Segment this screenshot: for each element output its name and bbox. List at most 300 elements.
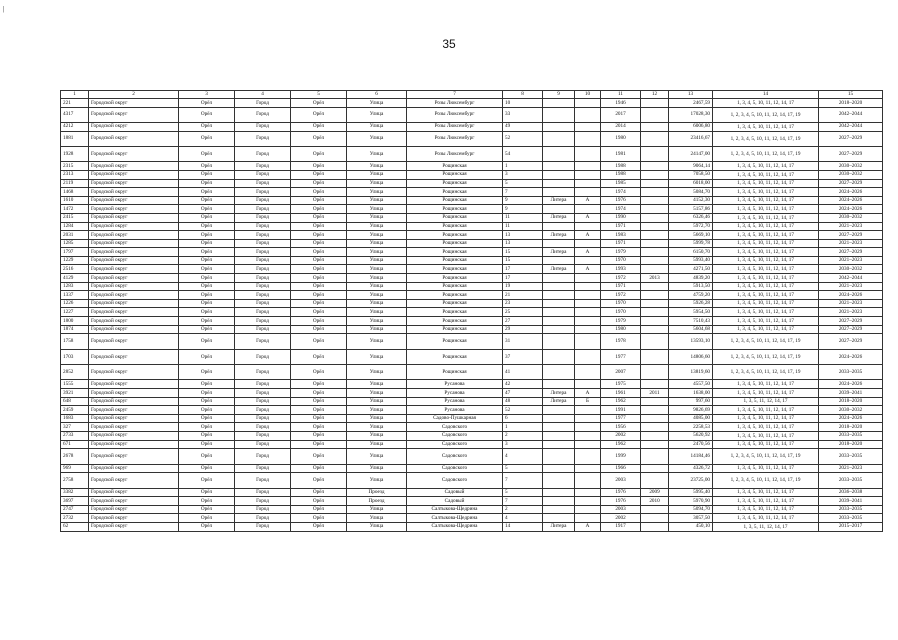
cell-settlement: Орёл bbox=[291, 389, 347, 398]
column-header: 3 bbox=[179, 91, 235, 99]
cell-record-id: 3382 bbox=[61, 488, 89, 497]
cell-settlement-type: Город bbox=[235, 265, 291, 274]
cell-settlement-type: Город bbox=[235, 334, 291, 349]
cell-repair-period: 2021–2023 bbox=[819, 282, 883, 291]
cell-year-reconstructed bbox=[641, 325, 669, 334]
cell-municipality-type: Городской округ bbox=[89, 291, 179, 300]
column-header: 12 bbox=[641, 91, 669, 99]
cell-settlement: Орёл bbox=[291, 380, 347, 389]
cell-year-built: 1990 bbox=[601, 213, 641, 222]
cell-work-types: 1, 2, 3, 4, 5, 10, 11, 12, 14, 17, 19 bbox=[713, 449, 819, 464]
cell-street-type: Улица bbox=[347, 365, 407, 380]
cell-house-number: 3 bbox=[503, 440, 543, 449]
cell-street-type: Улица bbox=[347, 131, 407, 146]
cell-work-types: 1, 2, 3, 4, 5, 10, 11, 12, 14, 17, 19 bbox=[713, 365, 819, 380]
cell-house-number: 52 bbox=[503, 406, 543, 415]
cell-house-letter bbox=[575, 170, 601, 179]
cell-work-types: 1, 3, 4, 5, 10, 11, 12, 14, 17 bbox=[713, 162, 819, 171]
cell-record-id: 1226 bbox=[61, 299, 89, 308]
cell-street-type: Улица bbox=[347, 213, 407, 222]
cell-house-letter: Б bbox=[575, 397, 601, 406]
cell-house-letter-label bbox=[543, 317, 575, 326]
table-row bbox=[61, 146, 883, 161]
cell-year-reconstructed bbox=[641, 188, 669, 197]
cell-street-name: Садовый bbox=[407, 488, 503, 497]
cell-settlement: Орёл bbox=[291, 505, 347, 514]
cell-year-reconstructed bbox=[641, 423, 669, 432]
cell-municipality-type: Городской округ bbox=[89, 299, 179, 308]
cell-house-letter-label bbox=[543, 170, 575, 179]
cell-repair-period: 2021–2023 bbox=[819, 239, 883, 248]
cell-street-name: Садово-Пушкарная bbox=[407, 414, 503, 423]
cell-area: 5604,68 bbox=[669, 325, 713, 334]
cell-street-name: Рощинская bbox=[407, 248, 503, 257]
cell-house-number: 1 bbox=[503, 162, 543, 171]
cell-record-id: 1285 bbox=[61, 239, 89, 248]
cell-municipality-type: Городской округ bbox=[89, 308, 179, 317]
cell-area: 5620,92 bbox=[669, 431, 713, 440]
cell-house-number: 1 bbox=[503, 423, 543, 432]
cell-settlement-type: Город bbox=[235, 205, 291, 214]
cell-record-id: 4212 bbox=[61, 122, 89, 131]
cell-house-letter-label bbox=[543, 431, 575, 440]
cell-municipality: Орёл bbox=[179, 414, 235, 423]
cell-year-built: 1988 bbox=[601, 162, 641, 171]
cell-municipality: Орёл bbox=[179, 431, 235, 440]
cell-house-letter-label bbox=[543, 423, 575, 432]
cell-municipality-type: Городской округ bbox=[89, 274, 179, 283]
cell-municipality: Орёл bbox=[179, 514, 235, 523]
cell-record-id: 671 bbox=[61, 440, 89, 449]
table-row bbox=[61, 170, 883, 179]
cell-house-number: 7 bbox=[503, 473, 543, 488]
cell-house-letter-label bbox=[543, 365, 575, 380]
cell-settlement: Орёл bbox=[291, 122, 347, 131]
cell-year-reconstructed bbox=[641, 414, 669, 423]
cell-municipality: Орёл bbox=[179, 188, 235, 197]
cell-year-reconstructed bbox=[641, 291, 669, 300]
cell-street-type: Улица bbox=[347, 325, 407, 334]
cell-area: 24147,00 bbox=[669, 146, 713, 161]
cell-house-letter-label bbox=[543, 497, 575, 506]
cell-municipality-type: Городской округ bbox=[89, 464, 179, 473]
column-header: 4 bbox=[235, 91, 291, 99]
cell-municipality: Орёл bbox=[179, 256, 235, 265]
cell-settlement-type: Город bbox=[235, 431, 291, 440]
cell-year-built: 2014 bbox=[601, 122, 641, 131]
cell-year-reconstructed bbox=[641, 265, 669, 274]
cell-year-built: 2003 bbox=[601, 505, 641, 514]
cell-municipality-type: Городской округ bbox=[89, 488, 179, 497]
cell-record-id: 1797 bbox=[61, 248, 89, 257]
cell-settlement-type: Город bbox=[235, 514, 291, 523]
table-row bbox=[61, 449, 883, 464]
cell-street-type: Улица bbox=[347, 397, 407, 406]
cell-municipality: Орёл bbox=[179, 248, 235, 257]
cell-work-types: 1, 2, 3, 4, 5, 10, 11, 12, 14, 17, 19 bbox=[713, 349, 819, 364]
cell-year-reconstructed bbox=[641, 248, 669, 257]
cell-municipality: Орёл bbox=[179, 265, 235, 274]
table-row bbox=[61, 256, 883, 265]
cell-repair-period: 2024–2026 bbox=[819, 349, 883, 364]
cell-year-reconstructed bbox=[641, 107, 669, 122]
cell-street-name: Рощинская bbox=[407, 188, 503, 197]
cell-settlement-type: Город bbox=[235, 122, 291, 131]
cell-settlement: Орёл bbox=[291, 365, 347, 380]
cell-record-id: 1610 bbox=[61, 196, 89, 205]
cell-year-reconstructed bbox=[641, 334, 669, 349]
cell-settlement: Орёл bbox=[291, 406, 347, 415]
cell-settlement-type: Город bbox=[235, 146, 291, 161]
cell-municipality-type: Городской округ bbox=[89, 514, 179, 523]
cell-municipality-type: Городской округ bbox=[89, 196, 179, 205]
cell-municipality: Орёл bbox=[179, 205, 235, 214]
cell-house-number: 27 bbox=[503, 317, 543, 326]
column-header: 1 bbox=[61, 91, 89, 99]
cell-record-id: 221 bbox=[61, 99, 89, 108]
cell-house-letter bbox=[575, 188, 601, 197]
cell-settlement-type: Город bbox=[235, 162, 291, 171]
cell-area: 6018,00 bbox=[669, 179, 713, 188]
cell-street-type: Улица bbox=[347, 274, 407, 283]
cell-house-letter bbox=[575, 423, 601, 432]
cell-street-name: Рощинская bbox=[407, 179, 503, 188]
cell-repair-period: 2024–2026 bbox=[819, 380, 883, 389]
cell-settlement-type: Город bbox=[235, 473, 291, 488]
cell-house-letter bbox=[575, 464, 601, 473]
cell-work-types: 1, 3, 4, 5, 10, 11, 12, 14, 17 bbox=[713, 389, 819, 398]
cell-area: 4557,50 bbox=[669, 380, 713, 389]
cell-year-reconstructed bbox=[641, 99, 669, 108]
cell-settlement: Орёл bbox=[291, 239, 347, 248]
cell-house-number: 21 bbox=[503, 291, 543, 300]
cell-house-number: 17 bbox=[503, 274, 543, 283]
cell-house-letter: А bbox=[575, 389, 601, 398]
table-row bbox=[61, 162, 883, 171]
cell-work-types: 1, 3, 4, 5, 10, 11, 12, 14, 17 bbox=[713, 188, 819, 197]
cell-repair-period: 2042–2044 bbox=[819, 122, 883, 131]
cell-house-number: 29 bbox=[503, 325, 543, 334]
cell-municipality: Орёл bbox=[179, 170, 235, 179]
table-row bbox=[61, 239, 883, 248]
cell-year-reconstructed: 2010 bbox=[641, 497, 669, 506]
cell-house-letter-label bbox=[543, 473, 575, 488]
cell-house-letter-label bbox=[543, 414, 575, 423]
cell-area: 4839,20 bbox=[669, 274, 713, 283]
cell-house-letter-label bbox=[543, 488, 575, 497]
cell-house-letter-label bbox=[543, 122, 575, 131]
cell-record-id: 2031 bbox=[61, 231, 89, 240]
cell-year-built: 1993 bbox=[601, 265, 641, 274]
page-number: 35 bbox=[442, 37, 456, 51]
cell-record-id: 2315 bbox=[61, 162, 89, 171]
cell-settlement: Орёл bbox=[291, 497, 347, 506]
cell-area: 5094,70 bbox=[669, 505, 713, 514]
cell-house-number: 52 bbox=[503, 131, 543, 146]
cell-settlement: Орёл bbox=[291, 423, 347, 432]
cell-municipality-type: Городской округ bbox=[89, 107, 179, 122]
cell-settlement: Орёл bbox=[291, 291, 347, 300]
cell-year-built: 1974 bbox=[601, 188, 641, 197]
cell-house-letter bbox=[575, 256, 601, 265]
cell-house-number: 17 bbox=[503, 265, 543, 274]
cell-year-reconstructed: 2009 bbox=[641, 488, 669, 497]
cell-house-number: 13 bbox=[503, 231, 543, 240]
cell-municipality-type: Городской округ bbox=[89, 170, 179, 179]
cell-municipality-type: Городской округ bbox=[89, 325, 179, 334]
cell-repair-period: 2027–2029 bbox=[819, 248, 883, 257]
cell-house-letter bbox=[575, 431, 601, 440]
cell-municipality-type: Городской округ bbox=[89, 231, 179, 240]
cell-year-reconstructed bbox=[641, 282, 669, 291]
cell-street-name: Русанова bbox=[407, 389, 503, 398]
cell-house-letter-label bbox=[543, 162, 575, 171]
cell-record-id: 3697 bbox=[61, 497, 89, 506]
cell-street-type: Улица bbox=[347, 256, 407, 265]
cell-municipality: Орёл bbox=[179, 179, 235, 188]
cell-settlement-type: Город bbox=[235, 497, 291, 506]
cell-area: 4152,30 bbox=[669, 196, 713, 205]
cell-year-built: 1991 bbox=[601, 406, 641, 415]
cell-street-type: Улица bbox=[347, 265, 407, 274]
cell-record-id: 2747 bbox=[61, 505, 89, 514]
cell-street-type: Проезд bbox=[347, 488, 407, 497]
cell-record-id: 2852 bbox=[61, 365, 89, 380]
cell-year-reconstructed bbox=[641, 514, 669, 523]
cell-street-name: Садовского bbox=[407, 449, 503, 464]
cell-municipality: Орёл bbox=[179, 107, 235, 122]
cell-work-types: 1, 3, 4, 5, 10, 11, 12, 14, 17 bbox=[713, 222, 819, 231]
cell-settlement: Орёл bbox=[291, 349, 347, 364]
cell-work-types: 1, 3, 4, 5, 10, 11, 12, 14, 17 bbox=[713, 514, 819, 523]
cell-settlement-type: Город bbox=[235, 365, 291, 380]
cell-settlement: Орёл bbox=[291, 131, 347, 146]
cell-house-number: 6 bbox=[503, 414, 543, 423]
cell-work-types: 1, 3, 4, 5, 10, 11, 12, 14, 17 bbox=[713, 414, 819, 423]
cell-year-reconstructed bbox=[641, 146, 669, 161]
cell-settlement-type: Город bbox=[235, 99, 291, 108]
cell-area: 5926,28 bbox=[669, 299, 713, 308]
cell-house-number: 4 bbox=[503, 449, 543, 464]
cell-street-name: Рощинская bbox=[407, 282, 503, 291]
cell-record-id: 2119 bbox=[61, 179, 89, 188]
cell-street-type: Улица bbox=[347, 334, 407, 349]
cell-house-number: 5 bbox=[503, 179, 543, 188]
cell-municipality-type: Городской округ bbox=[89, 256, 179, 265]
cell-house-letter bbox=[575, 146, 601, 161]
cell-street-name: Рощинская bbox=[407, 265, 503, 274]
cell-year-built: 1976 bbox=[601, 488, 641, 497]
table-row bbox=[61, 122, 883, 131]
column-header: 11 bbox=[601, 91, 641, 99]
cell-house-letter bbox=[575, 222, 601, 231]
cell-record-id: 1472 bbox=[61, 205, 89, 214]
cell-work-types: 1, 3, 4, 5, 10, 11, 12, 14, 17 bbox=[713, 205, 819, 214]
cell-municipality-type: Городской округ bbox=[89, 179, 179, 188]
cell-year-reconstructed bbox=[641, 317, 669, 326]
cell-municipality: Орёл bbox=[179, 449, 235, 464]
cell-street-name: Русанова bbox=[407, 406, 503, 415]
cell-settlement: Орёл bbox=[291, 397, 347, 406]
cell-work-types: 1, 3, 4, 5, 10, 11, 12, 14, 17 bbox=[713, 380, 819, 389]
housing-registry-table bbox=[60, 90, 883, 532]
cell-municipality: Орёл bbox=[179, 299, 235, 308]
cell-street-name: Рощинская bbox=[407, 299, 503, 308]
cell-area: 9064,14 bbox=[669, 162, 713, 171]
cell-work-types: 1, 3, 4, 5, 10, 11, 12, 14, 17 bbox=[713, 196, 819, 205]
table-row bbox=[61, 325, 883, 334]
cell-year-reconstructed bbox=[641, 431, 669, 440]
cell-house-letter-label: Литера bbox=[543, 397, 575, 406]
cell-settlement-type: Город bbox=[235, 213, 291, 222]
cell-year-reconstructed bbox=[641, 231, 669, 240]
cell-work-types: 1, 3, 4, 5, 10, 11, 12, 14, 17 bbox=[713, 406, 819, 415]
cell-house-letter: А bbox=[575, 231, 601, 240]
cell-street-type: Проезд bbox=[347, 497, 407, 506]
cell-municipality: Орёл bbox=[179, 505, 235, 514]
cell-work-types: 1, 2, 3, 4, 5, 10, 11, 12, 14, 17, 19 bbox=[713, 334, 819, 349]
cell-municipality-type: Городской округ bbox=[89, 423, 179, 432]
cell-street-name: Рощинская bbox=[407, 231, 503, 240]
cell-house-number: 54 bbox=[503, 146, 543, 161]
cell-area: 13593,10 bbox=[669, 334, 713, 349]
cell-house-letter-label bbox=[543, 146, 575, 161]
cell-street-name: Рощинская bbox=[407, 213, 503, 222]
cell-house-number: 5 bbox=[503, 488, 543, 497]
cell-year-reconstructed bbox=[641, 179, 669, 188]
cell-record-id: 2516 bbox=[61, 265, 89, 274]
cell-area: 13819,60 bbox=[669, 365, 713, 380]
cell-settlement-type: Город bbox=[235, 380, 291, 389]
cell-year-built: 1971 bbox=[601, 222, 641, 231]
cell-work-types: 1, 2, 3, 4, 5, 10, 11, 12, 14, 17, 19 bbox=[713, 473, 819, 488]
cell-street-type: Улица bbox=[347, 205, 407, 214]
cell-house-number: 3 bbox=[503, 170, 543, 179]
cell-year-built: 2007 bbox=[601, 365, 641, 380]
cell-house-letter bbox=[575, 179, 601, 188]
cell-year-built: 1976 bbox=[601, 497, 641, 506]
cell-year-built: 2002 bbox=[601, 431, 641, 440]
cell-settlement: Орёл bbox=[291, 213, 347, 222]
cell-work-types: 1, 3, 4, 5, 10, 11, 12, 14, 17 bbox=[713, 239, 819, 248]
cell-year-reconstructed bbox=[641, 213, 669, 222]
cell-settlement: Орёл bbox=[291, 188, 347, 197]
cell-municipality-type: Городской округ bbox=[89, 505, 179, 514]
cell-house-letter bbox=[575, 308, 601, 317]
cell-work-types: 1, 3, 4, 5, 10, 11, 12, 14, 17 bbox=[713, 231, 819, 240]
cell-house-letter-label: Литера bbox=[543, 248, 575, 257]
column-header: 13 bbox=[669, 91, 713, 99]
table-row bbox=[61, 299, 883, 308]
cell-repair-period: 2027–2029 bbox=[819, 317, 883, 326]
column-header: 2 bbox=[89, 91, 179, 99]
cell-municipality-type: Городской округ bbox=[89, 248, 179, 257]
cell-area: 23416,67 bbox=[669, 131, 713, 146]
cell-settlement: Орёл bbox=[291, 488, 347, 497]
cell-house-letter-label bbox=[543, 205, 575, 214]
table-row bbox=[61, 514, 883, 523]
cell-street-type: Улица bbox=[347, 349, 407, 364]
cell-street-type: Улица bbox=[347, 196, 407, 205]
cell-settlement: Орёл bbox=[291, 449, 347, 464]
table-row bbox=[61, 231, 883, 240]
cell-year-built: 1978 bbox=[601, 334, 641, 349]
cell-house-number: 2 bbox=[503, 431, 543, 440]
cell-repair-period: 2033–2035 bbox=[819, 365, 883, 380]
cell-repair-period: 2024–2026 bbox=[819, 291, 883, 300]
cell-area: 5157,86 bbox=[669, 205, 713, 214]
cell-house-letter-label bbox=[543, 239, 575, 248]
cell-area: 2467,59 bbox=[669, 99, 713, 108]
cell-work-types: 1, 3, 4, 5, 10, 11, 12, 14, 17 bbox=[713, 464, 819, 473]
cell-street-type: Улица bbox=[347, 505, 407, 514]
cell-municipality: Орёл bbox=[179, 213, 235, 222]
cell-repair-period: 2030–2032 bbox=[819, 162, 883, 171]
cell-settlement-type: Город bbox=[235, 170, 291, 179]
cell-record-id: 2459 bbox=[61, 406, 89, 415]
cell-house-letter-label bbox=[543, 334, 575, 349]
cell-work-types: 1, 3, 4, 5, 10, 11, 12, 14, 17 bbox=[713, 317, 819, 326]
cell-municipality-type: Городской округ bbox=[89, 380, 179, 389]
cell-area: 4759,20 bbox=[669, 291, 713, 300]
cell-settlement-type: Город bbox=[235, 196, 291, 205]
cell-street-name: Розы Люксембург bbox=[407, 131, 503, 146]
cell-repair-period: 2033–2035 bbox=[819, 514, 883, 523]
cell-area: 9826,69 bbox=[669, 406, 713, 415]
cell-year-built: 1972 bbox=[601, 274, 641, 283]
cell-settlement-type: Город bbox=[235, 231, 291, 240]
cell-house-letter bbox=[575, 505, 601, 514]
cell-street-name: Рощинская bbox=[407, 162, 503, 171]
cell-house-letter: А bbox=[575, 248, 601, 257]
cell-settlement: Орёл bbox=[291, 205, 347, 214]
cell-street-type: Улица bbox=[347, 406, 407, 415]
cell-street-name: Розы Люксембург bbox=[407, 99, 503, 108]
cell-year-built: 1946 bbox=[601, 99, 641, 108]
table-row bbox=[61, 196, 883, 205]
cell-year-reconstructed bbox=[641, 131, 669, 146]
cell-house-letter bbox=[575, 325, 601, 334]
cell-work-types: 1, 3, 4, 5, 10, 11, 12, 14, 17 bbox=[713, 282, 819, 291]
cell-street-type: Улица bbox=[347, 473, 407, 488]
cell-house-number: 49 bbox=[503, 122, 543, 131]
cell-year-reconstructed bbox=[641, 449, 669, 464]
cell-street-type: Улица bbox=[347, 188, 407, 197]
cell-house-letter bbox=[575, 291, 601, 300]
cell-settlement: Орёл bbox=[291, 179, 347, 188]
cell-year-reconstructed bbox=[641, 170, 669, 179]
cell-area: 6150,70 bbox=[669, 248, 713, 257]
table-row bbox=[61, 265, 883, 274]
cell-street-type: Улица bbox=[347, 514, 407, 523]
cell-street-type: Улица bbox=[347, 282, 407, 291]
cell-street-name: Розы Люксембург bbox=[407, 146, 503, 161]
cell-record-id: 2732 bbox=[61, 514, 89, 523]
cell-year-built: 1972 bbox=[601, 291, 641, 300]
table-row bbox=[61, 349, 883, 364]
cell-area: 5995,40 bbox=[669, 488, 713, 497]
cell-record-id: 327 bbox=[61, 423, 89, 432]
cell-street-name: Рощинская bbox=[407, 291, 503, 300]
cell-house-letter bbox=[575, 282, 601, 291]
cell-house-letter-label: Литера bbox=[543, 522, 575, 531]
cell-year-reconstructed bbox=[641, 349, 669, 364]
cell-area: 23725,00 bbox=[669, 473, 713, 488]
cell-record-id: 2678 bbox=[61, 449, 89, 464]
cell-repair-period: 2027–2029 bbox=[819, 131, 883, 146]
column-header: 6 bbox=[347, 91, 407, 99]
scan-corner-mark: | bbox=[3, 5, 5, 13]
